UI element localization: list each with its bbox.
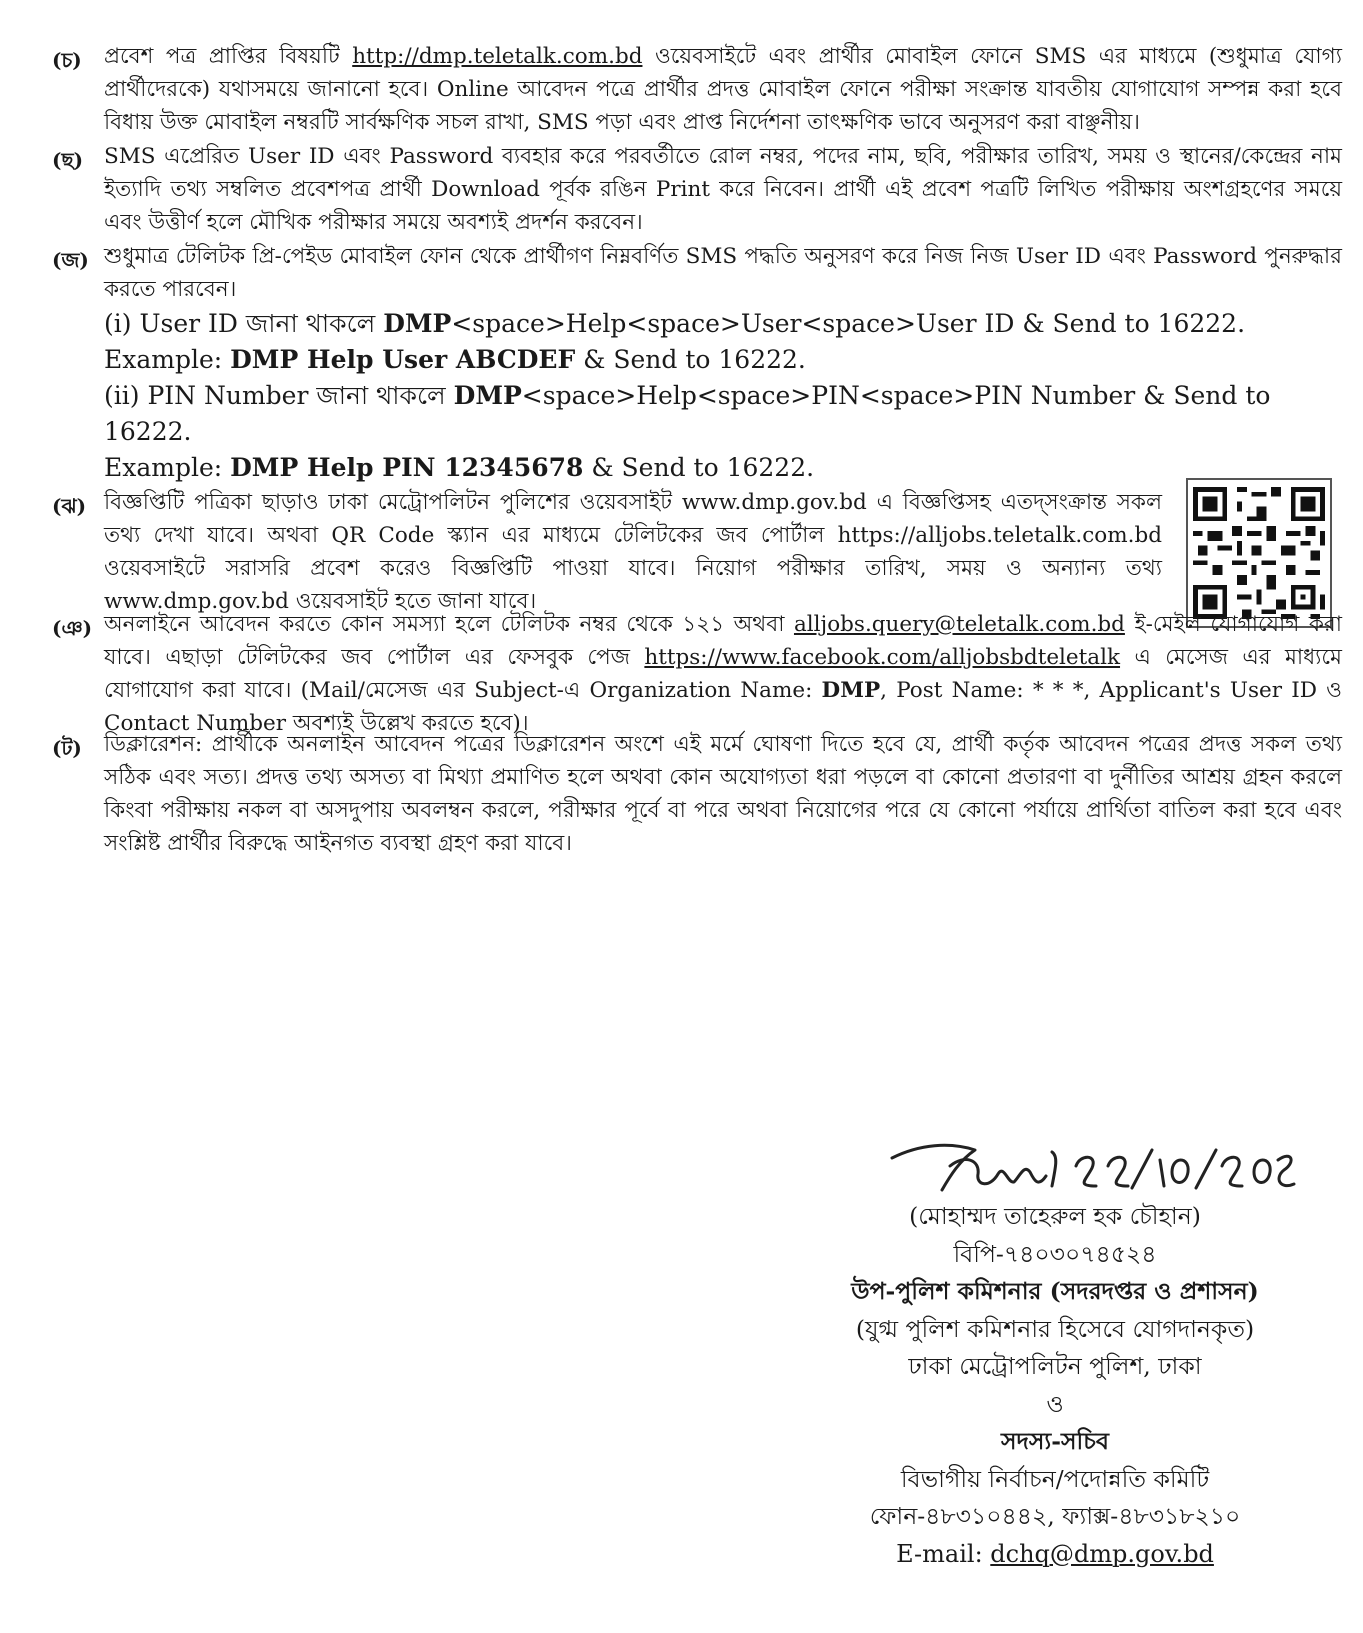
contact-numbers: ফোন-৪৮৩১০৪৪২, ফ্যাক্স-৪৮৩১৮২১০ — [869, 1502, 1241, 1530]
clause-mark: (ঞ) — [52, 616, 93, 640]
email-row: E-mail: dchq@dmp.gov.bd — [896, 1539, 1214, 1568]
clause-text: বিজ্ঞপ্তিটি পত্রিকা ছাড়াও ঢাকা মেট্রোপলিটন পুলিশের ওয়েবসাইট www.dmp.gov.bd এ বিজ্ঞপ্তিসহ এতদ্‌সংক্রান্ত সকল তথ্য দেখা যাবে। অথবা QR Code স্ক্যান এর মাধ্যমে টেলিটকের জব পোর্টাল https://alljobs.teletalk.com.bd ওয়েবসাইটে সরাসরি প্রবেশ করেও বিজ্ঞপ্তিটি পাওয়া যাবে। নিয়োগ পরীক্ষার তারিখ, সময় ও অন্যান্য তথ্য www.dmp.gov.bd ওয়েবসাইট হতে জানা যাবে। — [104, 490, 1162, 614]
qr-code-icon[interactable] — [1186, 478, 1332, 628]
clause-ta — [52, 728, 1342, 860]
clause-mark: (চ) — [52, 48, 82, 72]
officer-name: (মোহাম্মদ তাহেরুল হক চৌহান) — [909, 1202, 1201, 1230]
committee-name: বিভাগীয় নির্বাচন/পদোন্নতি কমিটি — [900, 1464, 1210, 1493]
handwritten-signature — [880, 1136, 1300, 1206]
sms-userid-example: Example: DMP Help User ABCDEF & Send to 16222. — [104, 345, 806, 374]
clause-mark: (ছ) — [52, 148, 84, 172]
sms-userid-line: (i) User ID জানা থাকলে DMP<space>Help<space>User<space>User ID & Send to 16222. — [104, 309, 1246, 338]
acting-designation: (যুগ্ম পুলিশ কমিশনার হিসেবে যোগদানকৃত) — [855, 1314, 1255, 1343]
committee-role: সদস্য-সচিব — [1001, 1427, 1109, 1455]
bp-number: বিপি-৭৪০৩০৭৪৫২৪ — [953, 1239, 1157, 1268]
sms-pin-line: (ii) PIN Number জানা থাকলে DMP<space>Help<space>PIN<space>PIN Number & Send to 16222. — [104, 381, 1271, 446]
query-email-link[interactable]: alljobs.query@teletalk.com.bd — [793, 612, 1125, 637]
signature-block — [820, 1198, 1290, 1573]
clause-text: SMS এপ্রেরিত User ID এবং Password ব্যবহার করে পরবর্তীতে রোল নম্বর, পদের নাম, ছবি, পরীক্ষার তারিখ, সময় ও স্থানের/কেন্দ্রের নাম ইত্যাদি তথ্য সম্বলিত প্রবেশপত্র প্রার্থী Download পূর্বক রঙিন Print করে নিবেন। প্রার্থী এই প্রবেশ পত্রটি লিখিত পরীক্ষায় অংশগ্রহণের সময়ে এবং উত্তীর্ণ হলে মৌখিক পরীক্ষার সময়ে অবশ্যই প্রদর্শন করবেন। — [104, 144, 1342, 235]
sms-pin-example: Example: DMP Help PIN 12345678 & Send to 16222. — [104, 453, 815, 482]
clause-cha — [52, 40, 1342, 139]
admit-card-link[interactable]: http://dmp.teletalk.com.bd — [352, 44, 643, 69]
clause-text: শুধুমাত্র টেলিটক প্রি-পেইড মোবাইল ফোন থেকে প্রার্থীগণ নিম্নবর্ণিত SMS পদ্ধতি অনুসরণ করে নিজ নিজ User ID এবং Password পুনরুদ্ধার করতে পারবেন। — [104, 244, 1342, 302]
conjunction: ও — [1046, 1389, 1064, 1418]
officer-email-link[interactable]: dchq@dmp.gov.bd — [990, 1539, 1214, 1568]
facebook-page-link[interactable]: https://www.facebook.com/alljobsbdteletalk — [644, 645, 1121, 670]
clause-nya — [52, 608, 1342, 740]
clause-mark: (জ) — [52, 248, 89, 272]
organization-name: ঢাকা মেট্রোপলিটন পুলিশ, ঢাকা — [908, 1352, 1202, 1380]
clause-text: প্রবেশ পত্র প্রাপ্তির বিষয়টি http://dmp.teletalk.com.bd ওয়েবসাইটে এবং প্রার্থীর মোবাইল ফোনে SMS এর মাধ্যমে (শুধুমাত্র যোগ্য প্রার্থীদেরকে) যথাসময়ে জানানো হবে। Online আবেদন পত্রে প্রার্থীর প্রদত্ত মোবাইল ফোনে পরীক্ষা সংক্রান্ত যাবতীয় যোগাযোগ সম্পন্ন করা হবে বিধায় উক্ত মোবাইল নম্বরটি সার্বক্ষণিক সচল রাখা, SMS পড়া এবং প্রাপ্ত নির্দেশনা তাৎক্ষণিক ভাবে অনুসরণ করা বাঞ্ছনীয়। — [104, 44, 1342, 135]
officer-designation: উপ-পুলিশ কমিশনার (সদরদপ্তর ও প্রশাসন) — [851, 1277, 1259, 1305]
clause-mark: (ঝ) — [52, 494, 87, 518]
clause-mark: (ট) — [52, 736, 82, 760]
clause-ja — [52, 240, 1342, 486]
clause-chha — [52, 140, 1342, 239]
clause-jha — [52, 486, 1162, 618]
clause-text: অনলাইনে আবেদন করতে কোন সমস্যা হলে টেলিটক নম্বর থেকে ১২১ অথবা alljobs.query@teletalk.com.bd ই-মেইল যোগাযোগ করা যাবে। এছাড়া টেলিটকের জব পোর্টাল এর ফেসবুক পেজ https://www.facebook.com/alljobsbdteletalk এ মেসেজ এর মাধ্যমে যোগাযোগ করা যাবে। (Mail/মেসেজ এর Subject-এ Organization Name: DMP, Post Name: * * *, Applicant's User ID ও Contact Number অবশ্যই উল্লেখ করতে হবে)। — [104, 612, 1342, 736]
clause-text: ডিক্লারেশন: প্রার্থীকে অনলাইন আবেদন পত্রের ডিক্লারেশন অংশে এই মর্মে ঘোষণা দিতে হবে যে, প্রার্থী কর্তৃক আবেদন পত্রের প্রদত্ত সকল তথ্য সঠিক এবং সত্য। প্রদত্ত তথ্য অসত্য বা মিথ্যা প্রমাণিত হলে অথবা কোন অযোগ্যতা ধরা পড়লে বা কোনো প্রতারণা বা দুর্নীতির আশ্রয় গ্রহন করলে কিংবা পরীক্ষায় নকল বা অসদুপায় অবলম্বন করলে, পরীক্ষার পূর্বে বা পরে অথবা নিয়োগের পরে যে কোনো পর্যায়ে প্রার্থিতা বাতিল করা হবে এবং সংশ্লিষ্ট প্রার্থীর বিরুদ্ধে আইনগত ব্যবস্থা গ্রহণ করা যাবে। — [104, 732, 1343, 856]
